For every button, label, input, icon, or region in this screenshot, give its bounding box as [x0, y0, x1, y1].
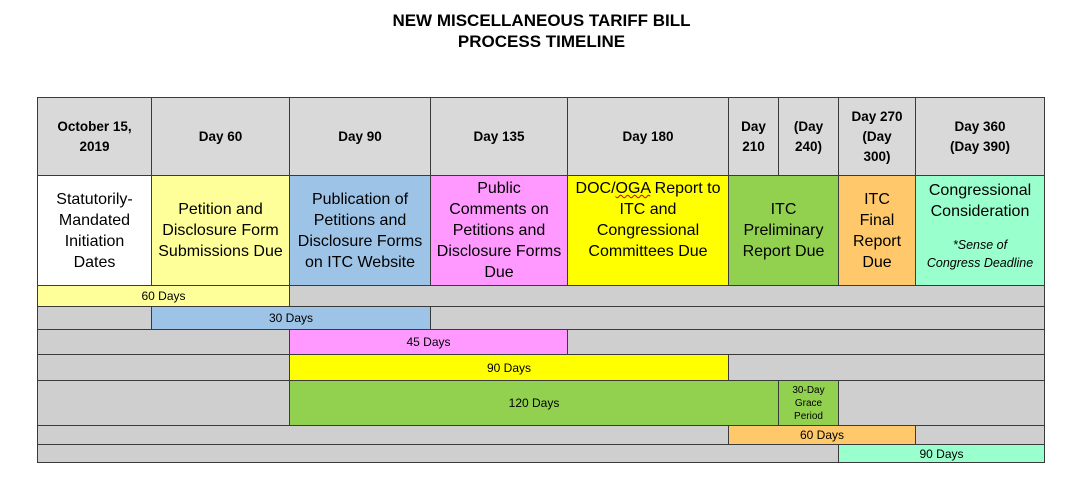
page-title-line2: PROCESS TIMELINE: [457, 32, 626, 51]
header-line: 2019: [79, 138, 110, 154]
gray-filler: [430, 306, 1045, 330]
desc-itc-final-report: [838, 175, 916, 286]
duration-bar-120-days-itc: 120 Days: [289, 380, 779, 426]
desc-initiation-dates: [37, 175, 152, 286]
gray-filler: [37, 354, 290, 381]
doc-rest: Report to: [650, 180, 721, 197]
doc-prefix: DOC/: [575, 180, 616, 197]
desc-line: Petitions and: [452, 222, 546, 239]
desc-line: ITC: [864, 190, 890, 208]
header-line: 300): [863, 148, 891, 164]
desc-line: [576, 178, 721, 199]
header-day-180: Day 180: [567, 97, 729, 176]
header-line: October 15,: [57, 118, 132, 134]
header-line: Day 270: [851, 108, 903, 124]
desc-line: Consideration: [930, 203, 1030, 220]
header-day-240: [778, 97, 839, 176]
desc-line: Petitions and: [313, 211, 407, 229]
header-day-135: Day 135: [430, 97, 568, 176]
duration-bar-45-days-comments: 45 Days: [289, 329, 568, 355]
duration-bar-90-days-doc-report: 90 Days: [289, 354, 729, 381]
header-line: 240): [794, 138, 822, 154]
gray-filler: [37, 380, 290, 426]
header-line: (Day: [793, 118, 824, 134]
gray-filler: [37, 306, 152, 330]
header-line: Day 360: [954, 118, 1006, 134]
desc-line: Disclosure Form: [162, 222, 279, 239]
duration-bar-90-days-congress: 90 Days: [838, 444, 1045, 463]
desc-line: Public: [477, 180, 521, 197]
desc-line: Report Due: [742, 243, 825, 260]
desc-congressional-consideration: [915, 175, 1045, 286]
desc-line: Congressional: [928, 182, 1032, 199]
grace-line: 30-Day: [792, 384, 825, 396]
desc-line: Initiation: [64, 232, 125, 250]
header-day-210: [728, 97, 779, 176]
header-line: (Day 390): [949, 138, 1011, 154]
page-title-line1: NEW MISCELLANEOUS TARIFF BILL: [392, 11, 691, 30]
desc-line: Statutorily-: [56, 190, 133, 208]
sense-of-congress-note: Congress Deadline: [926, 256, 1034, 270]
sense-of-congress-note: *Sense of: [952, 238, 1008, 252]
desc-line: ITC: [770, 201, 797, 218]
header-day-360: [915, 97, 1045, 176]
desc-line: on ITC Website: [305, 253, 415, 271]
desc-petition-submissions: [151, 175, 290, 286]
header-line: (Day: [862, 128, 892, 144]
header-line: Day: [741, 118, 766, 134]
gray-filler: [567, 329, 1045, 355]
desc-line: ITC and: [619, 201, 677, 218]
gray-filler: [915, 425, 1045, 445]
desc-line: Comments on: [449, 201, 549, 218]
desc-line: Submissions Due: [158, 243, 283, 260]
desc-line: Committees Due: [588, 243, 708, 260]
desc-line: Publication of: [311, 190, 409, 208]
header-line: 210: [742, 138, 765, 154]
desc-line: Disclosure Forms: [297, 232, 423, 250]
desc-line: Disclosure Forms: [436, 243, 562, 260]
desc-publication: [289, 175, 431, 286]
duration-bar-30-days-publication: 30 Days: [151, 306, 431, 330]
desc-line: Congressional: [596, 222, 700, 239]
header-october-15-2019: [37, 97, 152, 176]
header-day-60: Day 60: [151, 97, 290, 176]
header-day-270: [838, 97, 916, 176]
gray-filler: [728, 354, 1045, 381]
desc-line: Petition and: [178, 201, 263, 218]
desc-line: Dates: [73, 253, 116, 271]
desc-line: Preliminary: [743, 222, 824, 239]
desc-line: Final: [859, 211, 895, 229]
doc-wavy-text: OGA: [615, 180, 651, 197]
grace-line: Grace: [794, 397, 823, 409]
desc-itc-preliminary-report: [728, 175, 839, 286]
duration-bar-60-days-final-report: 60 Days: [728, 425, 916, 445]
duration-bar-60-days-petition: 60 Days: [37, 285, 290, 307]
desc-line: Due: [862, 253, 892, 271]
desc-public-comments: [430, 175, 568, 286]
desc-line: Mandated: [58, 211, 131, 229]
desc-doc-oga-report: [567, 175, 729, 286]
gray-filler: [838, 380, 1045, 426]
gray-filler: [37, 444, 839, 463]
grace-period-cell: [778, 380, 839, 426]
desc-line: Due: [484, 264, 514, 281]
gray-filler: [37, 425, 729, 445]
gray-filler: [37, 329, 290, 355]
grace-line: Period: [794, 410, 823, 422]
desc-line: Report: [852, 232, 902, 250]
gray-filler: [289, 285, 1045, 307]
header-day-90: Day 90: [289, 97, 431, 176]
